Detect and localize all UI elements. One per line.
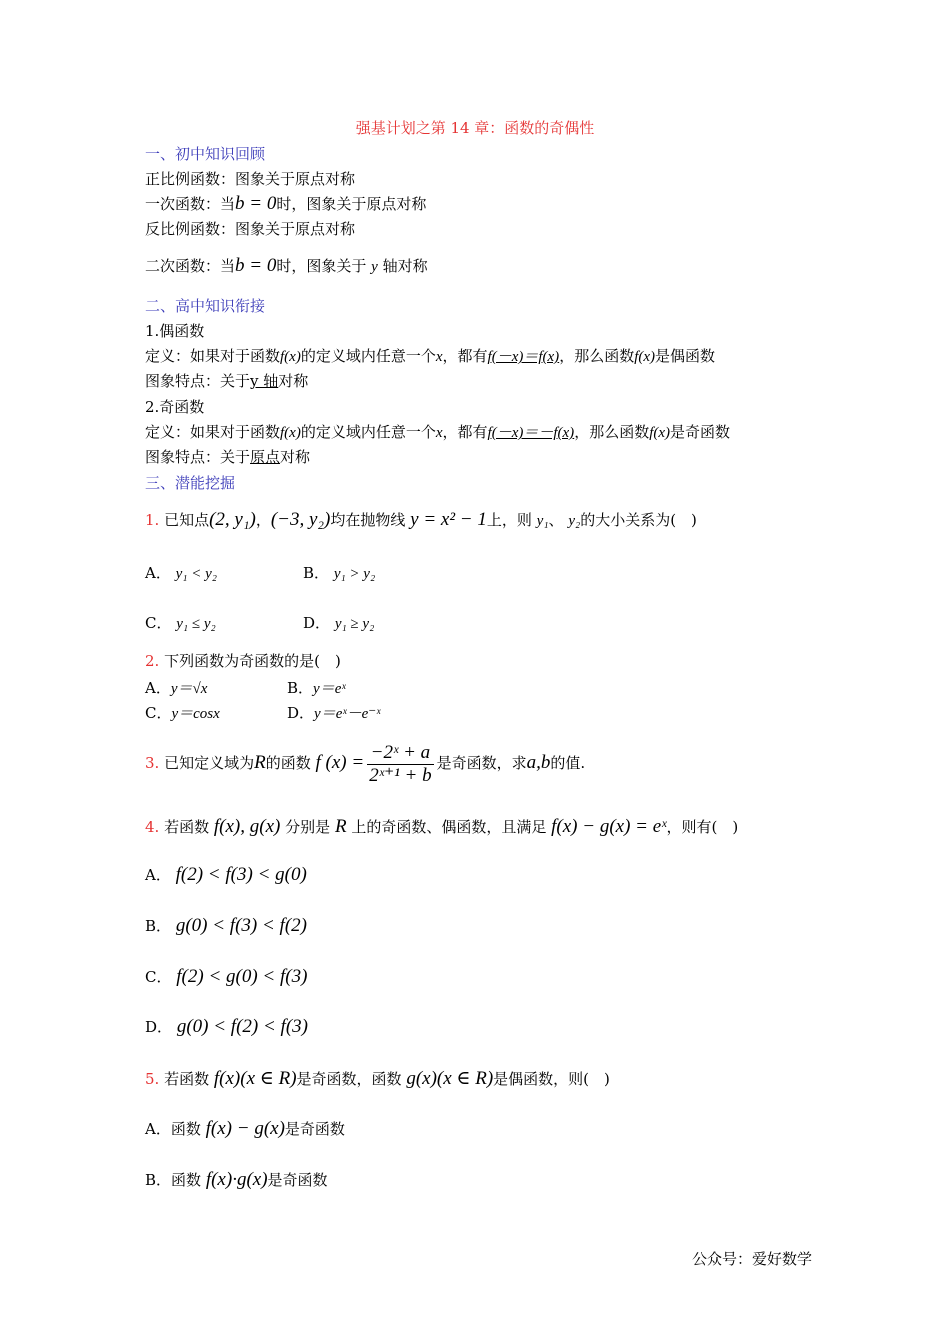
- math-expr: f (x) =: [315, 752, 365, 773]
- text-fragment: 、: [548, 511, 564, 529]
- option-expr: f(x) − g(x): [205, 1118, 285, 1139]
- definition-odd: [145, 422, 730, 443]
- option-expr: y₁ < y₂: [175, 566, 217, 582]
- option-c: [145, 612, 216, 635]
- text-fragment: 时，图象关于: [276, 257, 367, 275]
- math-var: x: [435, 425, 443, 441]
- text-fragment: 的函数: [265, 754, 311, 772]
- option-label: C．: [145, 968, 172, 986]
- option-label: A．: [145, 866, 171, 884]
- question-number: 5.: [145, 1070, 160, 1088]
- option-a: [145, 864, 307, 886]
- math-expr: f(x): [280, 349, 301, 365]
- text-fragment: 定义：如果对于函数: [145, 423, 281, 441]
- question-1: [145, 510, 697, 531]
- math-var: R: [334, 816, 347, 837]
- text-fragment: ，都有: [442, 347, 488, 365]
- text-fragment: 下列函数为奇函数的是( ): [164, 652, 341, 670]
- option-d: [303, 612, 374, 635]
- subheading-odd: 2.奇函数: [145, 398, 205, 416]
- math-var: y₁: [536, 513, 549, 529]
- math-point-1: (2, y₁): [209, 509, 256, 530]
- option-expr: f(x)·g(x): [205, 1169, 268, 1190]
- text-fragment: 定义：如果对于函数: [145, 347, 281, 365]
- option-a: [145, 562, 217, 585]
- section-heading-connect: 二、高中知识衔接: [145, 297, 266, 315]
- text-fragment: 的定义域内任意一个: [300, 423, 436, 441]
- text-fragment: 时，图象关于原点对称: [276, 195, 427, 213]
- math-var: x: [435, 349, 443, 365]
- option-label: B．: [303, 564, 330, 582]
- option-expr: y₁ ≤ y₂: [176, 616, 216, 632]
- math-var: y₂: [568, 513, 581, 529]
- text-fragment: 对称: [278, 372, 309, 390]
- option-label: A．: [145, 1120, 171, 1138]
- option-b: [303, 562, 375, 585]
- text-fragment: ，: [255, 511, 271, 529]
- option-b: [145, 1169, 328, 1191]
- text-fragment: 的大小关系为( ): [580, 511, 697, 529]
- text-line-quadratic: [145, 256, 428, 277]
- option-a: [145, 1118, 345, 1140]
- option-label: D．: [145, 1018, 173, 1036]
- text-fragment: ，则有( ): [666, 818, 739, 836]
- text-fragment: 图象特点：关于: [145, 372, 251, 390]
- option-label: B．: [145, 917, 172, 935]
- math-curve: y = x² − 1: [410, 509, 487, 530]
- option-a: [145, 677, 207, 700]
- option-c: [145, 702, 220, 725]
- option-expr: y＝cosx: [171, 706, 220, 722]
- math-expr: b = 0: [235, 193, 277, 214]
- question-4: [145, 815, 738, 839]
- footer-wechat: 公众号：爱好数学: [692, 1250, 813, 1268]
- text-fragment: 若函数: [164, 1070, 210, 1088]
- text-fragment: 是偶函数: [655, 347, 716, 365]
- question-3: [145, 740, 585, 787]
- math-equation: f(x) − g(x) = eˣ: [551, 816, 667, 837]
- text-fragment: 轴对称: [382, 257, 428, 275]
- option-label: B．: [287, 679, 314, 697]
- text-line-inverse: 反比例函数：图象关于原点对称: [145, 220, 356, 238]
- text-fragment: 分别是: [285, 818, 331, 836]
- text-fragment: 是奇函数: [670, 423, 731, 441]
- text-fragment: 二次函数：当: [145, 257, 236, 275]
- subheading-even: 1.偶函数: [145, 322, 205, 340]
- text-fragment: 若函数: [164, 818, 210, 836]
- text-fragment: ，都有: [442, 423, 488, 441]
- math-expr: f(x), g(x): [213, 816, 281, 837]
- text-fragment: 的定义域内任意一个: [300, 347, 436, 365]
- question-number: 4.: [145, 818, 160, 836]
- option-label: D．: [287, 704, 315, 722]
- page-title: 强基计划之第 14 章：函数的奇偶性: [355, 119, 595, 137]
- text-fragment: 是奇函数: [267, 1171, 328, 1189]
- option-b: [287, 677, 346, 700]
- section-heading-review: 一、初中知识回顾: [145, 145, 266, 163]
- option-expr: f(2) < g(0) < f(3): [176, 966, 308, 987]
- option-expr: g(0) < f(2) < f(3): [176, 1016, 308, 1037]
- question-number: 1.: [145, 511, 160, 529]
- option-expr: y＝eˣ－e⁻ˣ: [314, 706, 381, 722]
- fraction-numerator: −2ˣ + a: [367, 742, 433, 765]
- fraction-denominator: 2ˣ⁺¹ + b: [369, 764, 432, 786]
- text-fragment: 一次函数：当: [145, 195, 236, 213]
- question-number: 3.: [145, 754, 160, 772]
- text-fragment: 函数: [171, 1171, 202, 1189]
- option-c: [145, 966, 307, 988]
- text-line-linear: [145, 194, 426, 214]
- option-d: [145, 1016, 308, 1038]
- text-fragment: 是奇函数: [284, 1120, 345, 1138]
- math-var: y: [371, 259, 378, 275]
- text-fragment: 是奇函数，求: [436, 754, 527, 772]
- feature-odd: [145, 447, 310, 467]
- math-var: R: [254, 752, 266, 773]
- text-fragment: ，那么函数: [559, 347, 635, 365]
- text-fragment: 图象特点：关于: [145, 448, 251, 466]
- question-number: 2.: [145, 652, 160, 670]
- definition-even: [145, 346, 715, 367]
- option-expr: y₁ > y₂: [333, 566, 376, 582]
- fraction: [367, 742, 433, 787]
- math-var: a,b: [526, 752, 551, 773]
- option-label: C．: [145, 614, 172, 632]
- option-expr: f(2) < f(3) < g(0): [175, 864, 307, 885]
- option-expr: g(0) < f(3) < f(2): [175, 915, 307, 936]
- option-expr: y＝√x: [170, 681, 208, 697]
- text-fragment: 是奇函数，函数: [296, 1070, 402, 1088]
- text-fragment: ，那么函数: [574, 423, 650, 441]
- option-label: C．: [145, 704, 172, 722]
- text-fragment: 函数: [170, 1120, 201, 1138]
- question-2: [145, 651, 341, 671]
- option-label: B．: [145, 1171, 172, 1189]
- math-condition: f(－x)＝－f(x): [487, 425, 575, 441]
- option-b: [145, 915, 307, 937]
- text-fragment: 上，则: [486, 511, 532, 529]
- math-expr: f(x)(x ∈ R): [213, 1068, 297, 1089]
- math-expr: b = 0: [235, 255, 277, 276]
- text-line-proportional: 正比例函数：图象关于原点对称: [145, 170, 356, 188]
- section-heading-potential: 三、潜能挖掘: [145, 474, 236, 492]
- text-fragment: 已知点: [164, 511, 210, 529]
- text-fragment: 已知定义域为: [164, 754, 255, 772]
- question-5: [145, 1067, 610, 1091]
- option-label: A．: [145, 564, 171, 582]
- text-fragment: 上的奇函数、偶函数，且满足: [351, 818, 547, 836]
- text-fragment: 的值.: [550, 754, 586, 772]
- option-label: A．: [145, 679, 171, 697]
- feature-even: [145, 371, 308, 391]
- math-point-2: (−3, y₂): [270, 509, 331, 530]
- text-fragment: 是偶函数，则( ): [493, 1070, 610, 1088]
- math-expr: f(x): [634, 349, 656, 365]
- underlined-text: y 轴: [250, 372, 279, 390]
- math-expr: f(x): [280, 425, 301, 441]
- text-fragment: 均在抛物线: [330, 511, 406, 529]
- underlined-text: 原点: [250, 448, 281, 466]
- math-condition: f(－x)＝f(x): [487, 349, 560, 365]
- math-expr: g(x)(x ∈ R): [406, 1068, 494, 1089]
- option-d: [287, 702, 380, 725]
- math-expr: f(x): [649, 425, 671, 441]
- option-label: D．: [303, 614, 331, 632]
- text-fragment: 对称: [280, 448, 311, 466]
- option-expr: y＝eˣ: [313, 681, 346, 697]
- option-expr: y₁ ≥ y₂: [334, 616, 375, 632]
